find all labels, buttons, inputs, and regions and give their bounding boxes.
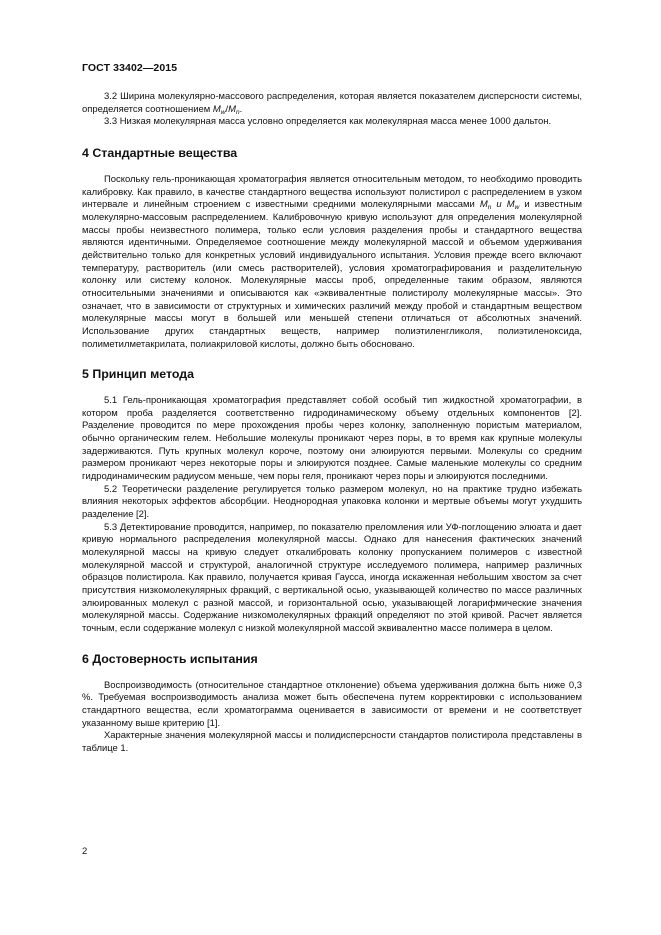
clause-3-2: 3.2 Ширина молекулярно-массового распределения, которая является показателем дисперсности системы, определяется соотношением $M_w/M_n$. [82, 91, 582, 116]
page-header-standard: ГОСТ 33402—2015 [82, 62, 178, 74]
clause-5-3: 5.3 Детектирование проводится, например, по показателю преломления или УФ-поглощению элюата и дает кривую нормального распределения молекулярной массы. Однако для нанесения фактических значений молекулярной массы на кривую следует откалибровать колонку пропусканием полимеров с известной молекулярной массой и структурой, аналогичной структуре исследуемого полимера, например различных образцов полистирола. Как правило, получается кривая Гаусса, иногда искаженная небольшим хвостом за счет присутствия низкомолекулярных фракций, с вертикальной осью, указывающей количество по массе различных элюированных молекул с разной массой, и горизонтальной осью, указывающей логарифмические значения молекулярной массы. Содержание низкомолекулярных фракций определяют по этой кривой. Расчет является точным, если содержание молекул с низкой молекулярной массой эквивалентно массе полимера в целом. [82, 521, 582, 634]
section-6-heading: 6 Достоверность испытания [82, 651, 258, 666]
section-6-paragraph-1: Воспроизводимость (относительное стандартное отклонение) объема удерживания должна быть ниже 0,3 %. Требуемая воспроизводимость анализа может быть обеспечена путем корректировки с использованием стандартного вещества, если хроматограмма оценивается в зависимости от времени и не соответствует указанному выше критерию [1]. [82, 679, 582, 729]
clause-3-3: 3.3 Низкая молекулярная масса условно определяется как молекулярная масса менее 1000 дальтон. [104, 116, 552, 128]
section-4-heading: 4 Стандартные вещества [82, 145, 238, 160]
section-6-paragraph-2: Характерные значения молекулярной массы и полидисперсности стандартов полистирола представлены в таблице 1. [82, 730, 582, 754]
section-4-paragraph: Поскольку гель-проникающая хроматография является относительным методом, то необходимо проводить калибровку. Как правило, в качестве стандартного вещества используют полистирол с распределением в узком интервале и линейным строением с известными средними молекулярными массами $M_n$ и $M_w$ и известным молекулярно-массовым распределением. Калибровочную кривую используют для определения молекулярной массы пробы неизвестного полимера, только если условия разделения пробы и стандартного вещества являются идентичными. Определяемое соотношение между молекулярной массой и объемом удерживания действительно только для конкретных условий индивидуального испытания. Условия прежде всего включают температуру, растворитель (или смесь растворителей), условия хроматографирования и разделительную колонку или систему колонок. Молекулярные массы проб, определенные таким образом, являются относительными значениями и описываются как «эквивалентные полистиролу молекулярные массы». Это означает, что в зависимости от структурных и химических различий между пробой и стандартным веществом молекулярные массы могут в большей или меньшей степени отличаться от абсолютных значений. Использование других стандартных веществ, например полиэтиленгликоля, полиэтиленоксида, полиметилметакрилата, полиакриловой кислоты, должно быть обосновано. [82, 173, 582, 350]
section-5-heading: 5 Принцип метода [82, 367, 195, 382]
page-number: 2 [82, 846, 88, 857]
clause-5-1: 5.1 Гель-проникающая хроматография представляет собой особый тип жидкостной хроматографии, в котором проба разделяется соответственно гидродинамическому объему отдельных компонентов [2]. Разделение проводится по мере прохождения пробы через колонку, заполненную пористым материалом, обычно органическим гелем. Небольшие молекулы проникают через поры, в то время как крупные молекулы задерживаются. Путь крупных молекул короче, поэтому они элюируются первыми. Молекулы со средним размером проникают через некоторые поры и элюируются позднее. Самые маленькие молекулы со средним гидродинамическим радиусом меньше, чем поры геля, проникают через поры и элюируются последними. [82, 395, 582, 483]
clause-5-2: 5.2 Теоретически разделение регулируется только размером молекул, но на практике трудно избежать влияния некоторых эффектов абсорбции. Неоднородная упаковка колонки и мертвые объемы могут ухудшить разделение [2]. [82, 483, 582, 521]
document-body [82, 91, 582, 756]
